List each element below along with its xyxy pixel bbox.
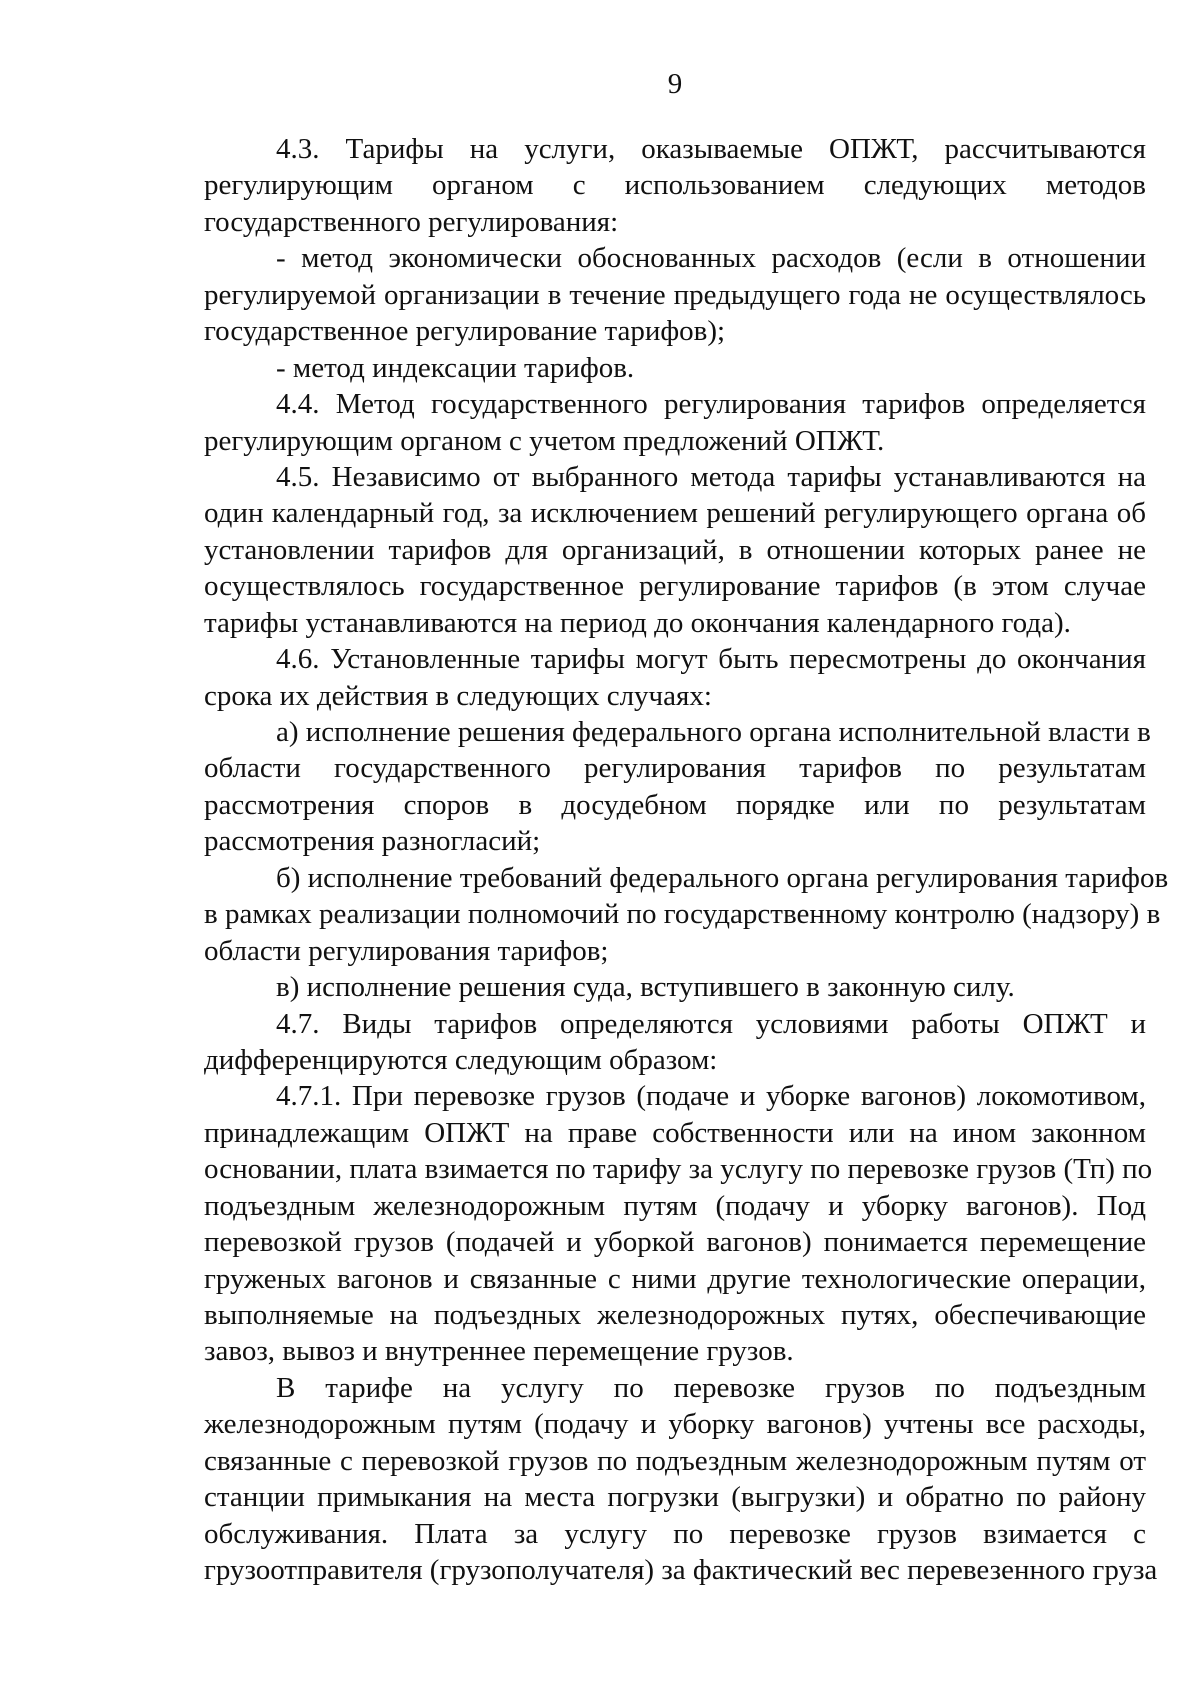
text-line: рассмотрения споров в досудебном порядке или по результатам bbox=[204, 788, 1146, 821]
text-line: 4.6. Установленные тарифы могут быть пересмотрены до окончания bbox=[276, 643, 1146, 676]
text-line: в рамках реализации полномочий по государственному контролю (надзору) в bbox=[204, 898, 1161, 931]
text-line: подъездным железнодорожным путям (подачу и уборку вагонов). Под bbox=[204, 1189, 1146, 1222]
text-line: 4.4. Метод государственного регулирования тарифов определяется bbox=[276, 388, 1146, 421]
text-line: срока их действия в следующих случаях: bbox=[204, 679, 712, 712]
text-line: железнодорожным путям (подачу и уборку вагонов) учтены все расходы, bbox=[204, 1408, 1146, 1441]
text-line: осуществлялось государственное регулирование тарифов (в этом случае bbox=[204, 570, 1146, 603]
text-line: области регулирования тарифов; bbox=[204, 934, 609, 967]
text-line: станции примыкания на места погрузки (выгрузки) и обратно по району bbox=[204, 1481, 1146, 1514]
text-line: в) исполнение решения суда, вступившего в законную силу. bbox=[276, 971, 1015, 1004]
text-line: 4.7.1. При перевозке грузов (подаче и уборке вагонов) локомотивом, bbox=[276, 1080, 1146, 1113]
text-line: 4.3. Тарифы на услуги, оказываемые ОПЖТ, рассчитываются bbox=[276, 133, 1146, 165]
text-line: основании, плата взимается по тарифу за услугу по перевозке грузов (Тп) по bbox=[204, 1153, 1153, 1186]
text-line: перевозкой грузов (подачей и уборкой вагонов) понимается перемещение bbox=[204, 1226, 1146, 1259]
text-line: а) исполнение решения федерального органа исполнительной власти в bbox=[276, 716, 1151, 748]
text-line: выполняемые на подъездных железнодорожных путях, обеспечивающие bbox=[204, 1299, 1146, 1331]
text-line: завоз, вывоз и внутреннее перемещение грузов. bbox=[204, 1335, 794, 1368]
text-line: один календарный год, за исключением решений регулирующего органа об bbox=[204, 497, 1146, 530]
text-line: б) исполнение требований федерального органа регулирования тарифов bbox=[276, 861, 1169, 894]
text-line: рассмотрения разногласий; bbox=[204, 825, 541, 858]
document-body bbox=[204, 131, 1169, 1589]
text-line: - метод индексации тарифов. bbox=[276, 351, 635, 384]
text-line: установлении тарифов для организаций, в отношении которых ранее не bbox=[204, 533, 1146, 566]
text-line: области государственного регулирования тарифов по результатам bbox=[204, 752, 1146, 785]
text-line: 4.7. Виды тарифов определяются условиями работы ОПЖТ и bbox=[276, 1007, 1146, 1040]
text-line: государственного регулирования: bbox=[204, 205, 619, 238]
page-number: 9 bbox=[667, 68, 683, 100]
text-line: регулируемой организации в течение предыдущего года не осуществлялось bbox=[204, 278, 1146, 311]
text-line: дифференцируются следующим образом: bbox=[204, 1043, 718, 1076]
text-line: принадлежащим ОПЖТ на праве собственности или на ином законном bbox=[204, 1116, 1146, 1149]
text-line: связанные с перевозкой грузов по подъездным железнодорожным путям от bbox=[204, 1444, 1146, 1477]
text-line: груженых вагонов и связанные с ними другие технологические операции, bbox=[204, 1262, 1146, 1295]
text-line: регулирующим органом с учетом предложений ОПЖТ. bbox=[204, 424, 885, 457]
text-line: регулирующим органом с использованием следующих методов bbox=[204, 169, 1146, 202]
text-line: - метод экономически обоснованных расходов (если в отношении bbox=[276, 242, 1146, 275]
text-line: обслуживания. Плата за услугу по перевозке грузов взимается с bbox=[204, 1517, 1146, 1550]
text-line: грузоотправителя (грузополучателя) за фактический вес перевезенного груза bbox=[204, 1554, 1158, 1587]
text-line: государственное регулирование тарифов); bbox=[204, 315, 726, 348]
text-line: тарифы устанавливаются на период до окончания календарного года). bbox=[204, 606, 1071, 639]
text-line: В тарифе на услугу по перевозке грузов по подъездным bbox=[276, 1371, 1146, 1404]
text-line: 4.5. Независимо от выбранного метода тарифы устанавливаются на bbox=[276, 460, 1146, 493]
